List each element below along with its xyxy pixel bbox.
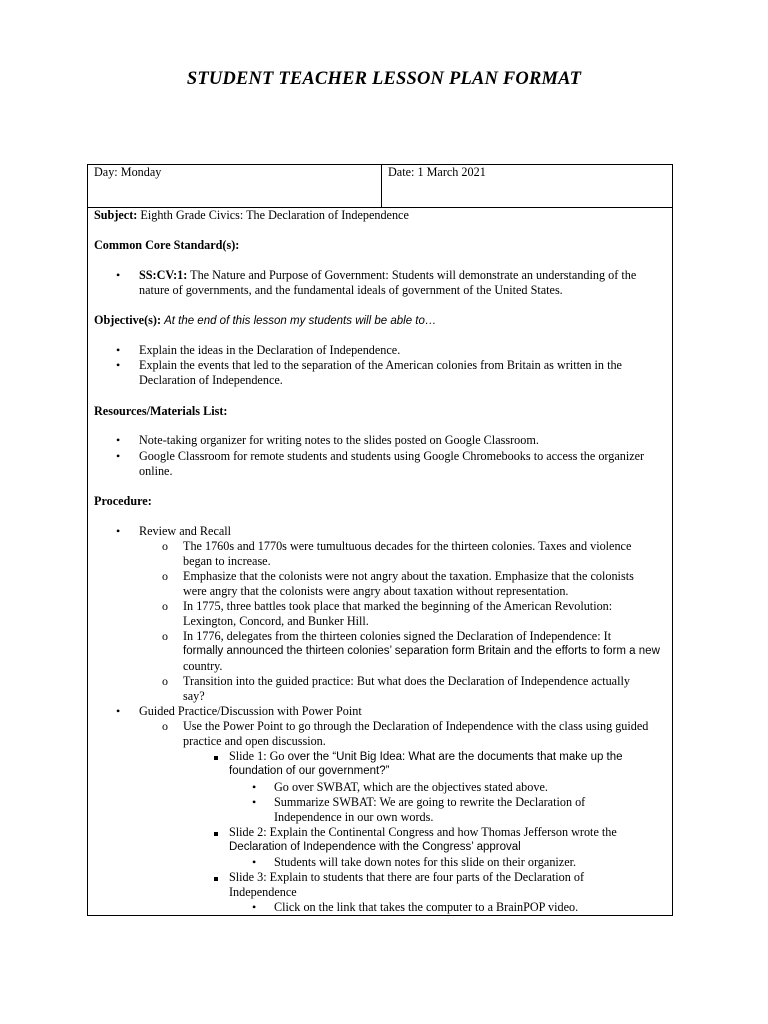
review-item-cont: say? xyxy=(183,689,205,703)
objectives-line xyxy=(94,313,436,329)
objective-bullet: • xyxy=(116,358,121,372)
slide-1-item: Go over SWBAT, which are the objectives stated above. xyxy=(274,780,548,794)
slide-3-item: Click on the link that takes the computer to a BrainPOP video. xyxy=(274,900,579,914)
guided-item-cont: practice and open discussion. xyxy=(183,734,326,748)
review-item-cont: formally announced the thirteen colonies’ separation form Britain and the efforts to form a new xyxy=(183,645,660,657)
day-text: Day: Monday xyxy=(94,165,162,179)
sub-bullet: o xyxy=(162,569,168,583)
slide-2: Slide 2: Explain the Continental Congress and how Thomas Jefferson wrote the xyxy=(229,825,617,839)
slide-bullet: • xyxy=(252,795,257,809)
standards-heading: Common Core Standard(s): xyxy=(94,238,240,252)
slide-2-item: Students will take down notes for this slide on their organizer. xyxy=(274,855,577,869)
date-text: Date: 1 March 2021 xyxy=(388,165,486,179)
sub-bullet: o xyxy=(162,674,168,688)
resource-item: Google Classroom for remote students and students using Google Chromebooks to access the organizer xyxy=(139,449,645,463)
guided-item: Use the Power Point to go through the Declaration of Independence with the class using guided xyxy=(183,719,649,733)
day-cell xyxy=(88,165,382,207)
sub-bullet: o xyxy=(162,719,168,733)
square-bullet xyxy=(214,832,218,836)
procedure-bullet: • xyxy=(116,704,121,718)
review-item: The 1760s and 1770s were tumultuous decades for the thirteen colonies. Taxes and violence xyxy=(183,539,632,553)
slide-bullet: • xyxy=(252,900,257,914)
slide-3-cont: Independence xyxy=(229,885,297,899)
resource-bullet: • xyxy=(116,449,121,463)
objective-bullet: • xyxy=(116,343,121,357)
sub-bullet: o xyxy=(162,629,168,643)
sub-bullet: o xyxy=(162,599,168,613)
subject-label: Subject: xyxy=(94,208,138,222)
guided-practice: Guided Practice/Discussion with Power Point xyxy=(139,704,362,718)
standard-text-1: The Nature and Purpose of Government: Students will demonstrate an understanding of the xyxy=(187,268,637,282)
subject-text: Eighth Grade Civics: The Declaration of Independence xyxy=(137,208,409,222)
slide-2-cont: Declaration of Independence with the Congress’ approval xyxy=(229,841,521,853)
resource-item-cont: online. xyxy=(139,464,173,478)
resources-heading: Resources/Materials List: xyxy=(94,404,228,418)
review-item: Emphasize that the colonists were not angry about the taxation. Emphasize that the colonists xyxy=(183,569,634,583)
square-bullet xyxy=(214,877,218,881)
objectives-label: Objective(s): xyxy=(94,313,162,327)
resource-bullet: • xyxy=(116,433,121,447)
slide-3: Slide 3: Explain to students that there are four parts of the Declaration of xyxy=(229,870,585,884)
review-item-cont: Lexington, Concord, and Bunker Hill. xyxy=(183,614,369,628)
slide-bullet: • xyxy=(252,855,257,869)
review-item-cont: were angry that the colonists were angry about taxation without representation. xyxy=(183,584,569,598)
lesson-plan-table xyxy=(87,164,673,916)
standard-item xyxy=(139,268,636,283)
standard-code: SS:CV:1: xyxy=(139,268,188,282)
square-bullet xyxy=(214,756,218,760)
review-recall: Review and Recall xyxy=(139,524,232,538)
review-item-cont: began to increase. xyxy=(183,554,271,568)
date-cell xyxy=(382,165,672,207)
objectives-intro: At the end of this lesson my students will be able to… xyxy=(164,315,437,327)
objective-item-cont: Declaration of Independence. xyxy=(139,373,283,387)
resource-item: Note-taking organizer for writing notes to the slides posted on Google Classroom. xyxy=(139,433,539,447)
review-item: In 1775, three battles took place that marked the beginning of the American Revolution: xyxy=(183,599,613,613)
subject-line xyxy=(94,208,409,223)
slide-1 xyxy=(229,749,623,765)
slide-1-lead: Slide 1: Go xyxy=(229,749,288,763)
slide-1-item: Summarize SWBAT: We are going to rewrite the Declaration of xyxy=(274,795,586,809)
slide-1-text: over the “Unit Big Idea: What are the documents that make up the xyxy=(287,751,623,763)
objective-item: Explain the ideas in the Declaration of Independence. xyxy=(139,343,401,357)
slide-bullet: • xyxy=(252,780,257,794)
review-item: In 1776, delegates from the thirteen colonies signed the Declaration of Independence: It xyxy=(183,629,612,643)
review-item-cont: country. xyxy=(183,659,223,673)
review-item: Transition into the guided practice: But what does the Declaration of Independence actually xyxy=(183,674,630,688)
objective-item: Explain the events that led to the separation of the American colonies from Britain as written in the xyxy=(139,358,622,372)
procedure-bullet: • xyxy=(116,524,121,538)
header-row xyxy=(88,165,672,208)
sub-bullet: o xyxy=(162,539,168,553)
slide-1-cont: foundation of our government?” xyxy=(229,765,390,777)
procedure-heading: Procedure: xyxy=(94,494,152,508)
standard-text-2: nature of governments, and the fundamental ideals of government of the United States. xyxy=(139,283,563,297)
page-title: STUDENT TEACHER LESSON PLAN FORMAT xyxy=(186,69,582,89)
slide-1-item-cont: Independence in our own words. xyxy=(274,810,434,824)
standard-bullet: • xyxy=(116,268,121,282)
